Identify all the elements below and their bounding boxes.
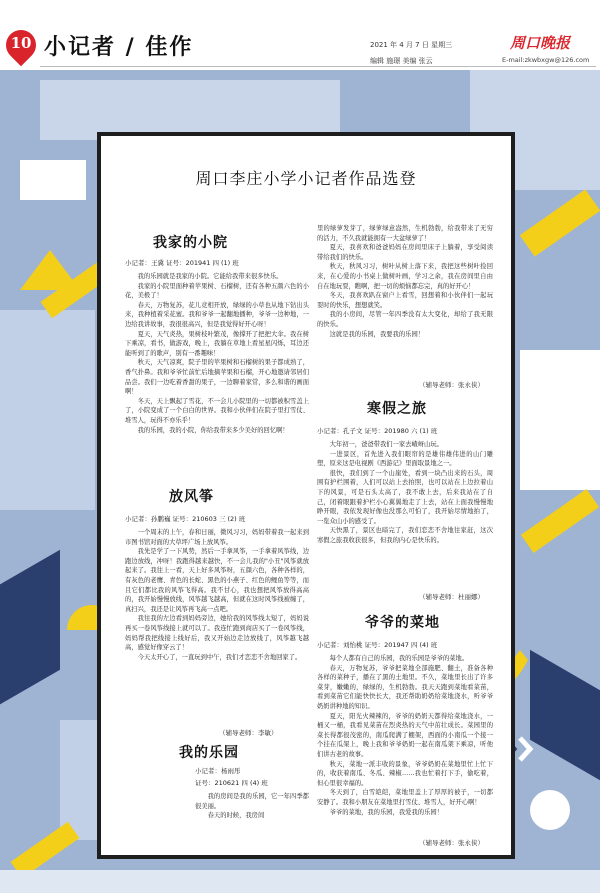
paragraph: 爷爷的菜地，我的乐园，我爱我的乐园！ [329, 808, 443, 816]
paragraph: 大年初一，爸爸带我们一家去嵖岈山玩。 [329, 441, 443, 448]
article-card [97, 132, 515, 859]
article-title: 我家的小院 [153, 235, 228, 251]
paragraph: 天快黑了，景区也暗完了，我们恋恋不舍地往家赶，这次寒假之旅我收获很多，但我的内心是快乐的。 [317, 527, 493, 544]
paragraph: 冬天，天上飘起了雪花，不一会儿小院里的一切都被积雪盖上了，小院变成了一个白白的世界。我和小伙伴们在院子里打雪仗、堆雪人，玩得不亦乐乎！ [125, 397, 309, 424]
yellow-bar [521, 489, 599, 553]
page-header [0, 0, 600, 70]
article-title: 放风筝 [169, 489, 214, 505]
article-byline: 小记者：孔子文 证号：201980 六 (1) 班 [317, 427, 438, 435]
paragraph: 我家的小院里面种着苹果树、石榴树，还有各种五颜六色的小花，美极了！ [125, 282, 309, 300]
article-body [317, 654, 493, 834]
article-body [125, 272, 309, 474]
article-byline: 小记者：刘怡桃 证号：201947 四 (4) 班 [317, 641, 438, 649]
paragraph: 秋天，天气凉爽，院子里的苹果树和石榴树的果子都成熟了，香气扑鼻。我和爷爷忙前忙后地摘苹果和石榴，开心地邀请邻居们品尝。我们一边吃着香甜的果子，一边聊着家常，多么和谐的画面啊！ [125, 359, 309, 396]
navy-block [530, 650, 600, 780]
paragraph: 我往我的左边看到妈妈旁边，她给我的风筝线太短了，妈妈说再买一卷风筝线接上就可以了。我连忙跑到商店买了一卷风筝线，妈妈帮我把线接上线好后，我又开始边走边放线了，风筝越飞越高，感觉好像穿云了！ [125, 615, 309, 652]
paragraph: 我的乐园，我的小院，你给我带来多少美好的回忆啊！ [137, 426, 289, 434]
advisor-credit: （辅导老师：李敏） [219, 729, 278, 737]
paragraph: 一个周末的上午，春和日丽，微风习习，妈妈带着我一起来到市图书馆对面的大草坪广场上放风筝。 [125, 529, 309, 546]
article-body [125, 528, 309, 726]
header-divider [40, 66, 596, 67]
paragraph: 冬天到了，白雪皑皑，菜地里盖上了厚厚的被子，一切都安静了。我和小朋友在菜地里打雪仗、堆雪人，好开心啊！ [317, 789, 493, 806]
newspaper-logo: 周口晚报 [510, 34, 571, 52]
navy-block [0, 550, 60, 710]
article-byline-name: 小记者：杨雨彤 [195, 767, 241, 775]
paragraph: 我的乐园就是我家的小院。它能给我带来很多快乐。 [137, 273, 283, 280]
paragraph: 夏天，我喜欢和爸爸妈妈在房间里床子上躺着，享受阅读带给我们的快乐。 [317, 244, 493, 261]
issue-date: 2021 年 4 月 7 日 星期三 [370, 41, 453, 49]
article-byline-id: 证号：210621 四 (4) 班 [195, 779, 268, 787]
white-circle [530, 790, 570, 830]
paragraph: 秋天，秋风习习，树叶从树上落下来，我把这些树叶捡回来，在心爱的小书桌上做树叶画，学习之余，我在房间里自由自在地玩耍，瞧啊，把一切的烦恼都忘完，真的好开心！ [317, 263, 493, 290]
article-byline: 小记者：孙鹏巍 证号：210603 三 (2) 班 [125, 515, 246, 523]
paragraph: 这就是我的乐园，我要我的乐园！ [329, 330, 425, 338]
light-panel [40, 80, 340, 140]
article-byline: 小记者：王冀 证号：201941 四 (1) 班 [125, 259, 239, 267]
article-body [317, 440, 493, 590]
paragraph: 冬天，我喜欢趴在窗户上看雪，回想着和小伙伴们一起玩耍时的快乐，想想就笑。 [317, 292, 493, 309]
white-block [20, 160, 86, 200]
paragraph: 秋天，菜地一派丰收的景象，爷爷奶奶在菜地里忙上忙下的，收获着南瓜、冬瓜、辣椒……我也忙着打下手，偷吃着，但心里很幸福的。 [317, 760, 493, 787]
article-body [195, 792, 309, 836]
paragraph: 春天，万物复苏，爷爷把菜地全部施肥、翻土，准备各种各样的菜种子，播在了黑的土地里。不久，菜地里长出了许多菜芽，嫩嫩的，绿绿的，生机勃勃。我天天跑到菜地看菜苗，看到菜苗它们能快快长大，我还帮助奶奶给菜地浇水，听爷爷奶奶讲种地的知识。 [317, 664, 493, 710]
paragraph: 我的小房间，尽管一年四季没有太大变化，却给了我无限的快乐。 [317, 311, 493, 328]
article-title: 寒假之旅 [367, 401, 427, 417]
paragraph: 夏天，阳光火辣辣的，爷爷的奶奶天都得给菜地浇水，一桶又一桶，我看见菜苗在烈炎热的天气中茁壮成长。菜园里的菜长得都很茂密的，南瓜爬满了棚架，西面的小南瓜一个接一个挂在瓜架上，晚上我和爷爷奶奶一起在南瓜架下乘凉，听他们讲古老的故事。 [317, 712, 493, 758]
paragraph: 很快，我们到了一个山崖处，看到一块凸出来的石头，周围有护栏围着，人们可以站上去拍照，也可以站在上边拉着山下的风景，可是石头太高了，我不敢上去，后来我站在了自己，闭着眼跟着护栏小心翼翼地走了上去，站在上面我慢慢地睁开眼，我依发现好像也没那么可怕了，我开始尽情地拍了，一览众山小的感受了。 [317, 469, 493, 525]
section-title: 小记者 / 佳作 [44, 34, 194, 60]
page-title: 周口李庄小学小记者作品选登 [195, 169, 417, 188]
paragraph: 我先是学了一下风势，然后一手拿风筝，一手拿着风筝线，边跑边放线，冲呀！我跑得越来越快，不一会儿我的"小丑"风筝就放起来了。我往上一看，天上好多风筝呀，五颜六色，各种各样的，有灰色的老鹰、青色的长蛇、黑色的小燕子、红色的鲤鱼等等，而且它们都比我的风筝飞得高。我不甘心，我也想把风筝放得高高的，我开始慢慢放线，风筝越飞越高，但就在这时风筝线被缠了，真扫兴，我还是让风筝再飞高一点吧。 [125, 548, 309, 613]
white-block [0, 870, 600, 893]
article-body-continued [317, 224, 493, 378]
advisor-credit: （辅导老师：杜丽娜） [419, 593, 484, 601]
article-title: 我的乐园 [179, 745, 239, 761]
paragraph: 春天，万物复苏，花儿竞相开放，绿绿的小草也从地下钻出头来，我种植着采花蜜。我和爷爷一起翻地播种，爷爷一边种地，一边给我讲故事，我很很高兴，但是我觉得好开心呀！ [125, 301, 309, 328]
editor-credits: 编辑 施璟 美编 张云 [370, 57, 433, 65]
light-panel [0, 310, 95, 510]
article-title: 爷爷的菜地 [365, 615, 440, 631]
paragraph: 每个人都有自己的乐园，我的乐园是爷爷的菜地。 [329, 655, 469, 662]
advisor-credit: （辅导老师：张永侠） [419, 839, 484, 847]
yellow-bar [520, 189, 600, 256]
advisor-credit: （辅导老师：张永侠） [419, 381, 484, 389]
paragraph: 我的房间是我的乐园，它一年四季都很美丽。 [195, 793, 309, 810]
paragraph: 一进景区，首先进入我们眼帘的是雄伟雄伟进的山门雕塑，原来这是电视剧《西游记》里面取景地之一。 [317, 450, 493, 468]
paragraph: 春天的时候，我房间 [207, 812, 265, 820]
contact-email: E-mail:zkwbxgw@126.com [502, 56, 590, 64]
page-number: 10 [10, 34, 32, 52]
white-block [520, 350, 600, 490]
paragraph: 夏天，天气炎热，果树枝叶繁茂，像撑开了把把大伞。我在树下乘凉，看书，做游戏，晚上，我躺在草地上看星星闪烁，耳边还能听到了的歌声，别有一番趣味！ [125, 330, 309, 357]
paragraph: 里的绿萝发芽了，绿萝绿意盎然，生机勃勃，给我带来了无穷的活力，不久我就能拥有一大盆绿萝了！ [317, 225, 493, 242]
paragraph: 今天太开心了，一直玩到中午，我们才恋恋不舍地回家了。 [137, 653, 302, 661]
